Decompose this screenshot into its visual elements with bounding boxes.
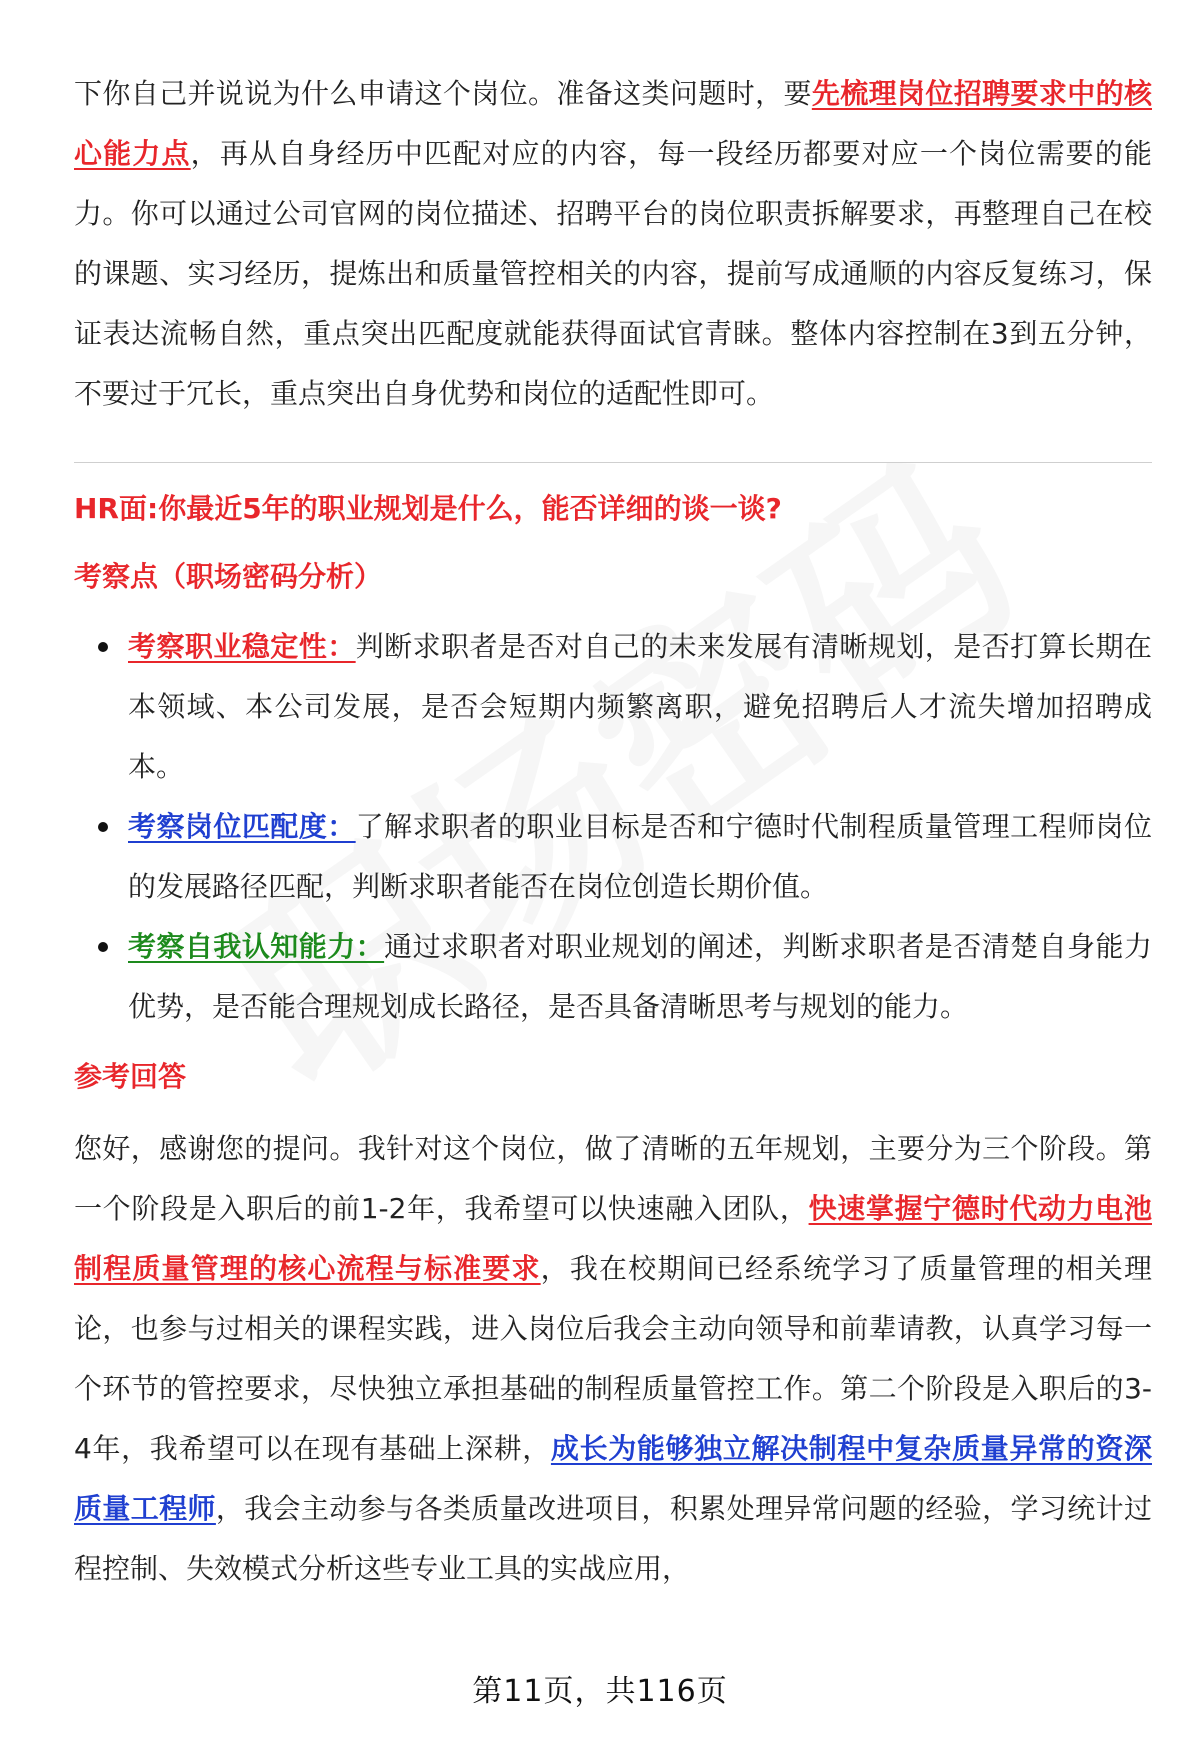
point-label: 考察自我认知能力： xyxy=(128,930,385,963)
answer-paragraph xyxy=(74,1119,1152,1599)
points-heading: 考察点（职场密码分析） xyxy=(74,560,383,593)
point-label: 考察职业稳定性： xyxy=(128,630,356,663)
intro-text-2: ，再从自身经历中匹配对应的内容，每一段经历都要对应一个岗位需要的能力。你可以通过公司官网的岗位描述、招聘平台的岗位职责拆解要求，再整理自己在校的课题、实习经历，提炼出和质量管控相关的内容，提前写成通顺的内容反复练习，保证表达流畅自然，重点突出匹配度就能获得面试官青睐。整体内容控制在3到五分钟，不要过于冗长，重点突出自身优势和岗位的适配性即可。 xyxy=(74,137,1152,410)
answer-heading: 参考回答 xyxy=(74,1060,187,1093)
point-label: 考察岗位匹配度： xyxy=(128,810,356,843)
intro-paragraph xyxy=(74,64,1152,424)
document-page xyxy=(74,64,1152,1599)
list-item xyxy=(74,797,1152,917)
bullet-icon xyxy=(98,822,108,832)
section-divider xyxy=(74,462,1152,463)
answer-text-1: 您好，感谢您的提问。我针对这个岗位，做了清晰的五年规划，主要分为三个阶段。第一个阶段是入职后的前1-2年，我希望可以快速融入团队， xyxy=(74,1132,1152,1225)
point-text: 通过求职者对职业规划的阐述，判断求职者是否清楚自身能力优势，是否能合理规划成长路径，是否具备清晰思考与规划的能力。 xyxy=(128,930,1152,1023)
question-heading: HR面:你最近5年的职业规划是什么，能否详细的谈一谈? xyxy=(74,492,782,525)
list-item xyxy=(74,917,1152,1037)
bullet-icon xyxy=(98,642,108,652)
answer-text-3: ，我会主动参与各类质量改进项目，积累处理异常问题的经验，学习统计过程控制、失效模式分析这些专业工具的实战应用， xyxy=(74,1492,1152,1585)
answer-text-2: ，我在校期间已经系统学习了质量管理的相关理论，也参与过相关的课程实践，进入岗位后我会主动向领导和前辈请教，认真学习每一个环节的管控要求，尽快独立承担基础的制程质量管控工作。第二个阶段是入职后的3-4年，我希望可以在现有基础上深耕， xyxy=(74,1252,1152,1465)
page-number: 第11页，共116页 xyxy=(472,1674,728,1709)
point-text: 了解求职者的职业目标是否和宁德时代制程质量管理工程师岗位的发展路径匹配，判断求职者能否在岗位创造长期价值。 xyxy=(128,810,1152,903)
answer-highlight-1: 快速掌握宁德时代动力电池制程质量管理的核心流程与标准要求 xyxy=(74,1192,1152,1285)
intro-text-1: 下你自己并说说为什么申请这个岗位。准备这类问题时，要 xyxy=(74,77,812,110)
points-list xyxy=(74,617,1152,1037)
intro-highlight: 先梳理岗位招聘要求中的核心能力点 xyxy=(74,77,1152,170)
bullet-icon xyxy=(98,942,108,952)
list-item xyxy=(74,617,1152,797)
answer-highlight-2: 成长为能够独立解决制程中复杂质量异常的资深质量工程师 xyxy=(74,1432,1152,1525)
point-text: 判断求职者是否对自己的未来发展有清晰规划，是否打算长期在本领域、本公司发展，是否会短期内频繁离职，避免招聘后人才流失增加招聘成本。 xyxy=(128,630,1152,783)
